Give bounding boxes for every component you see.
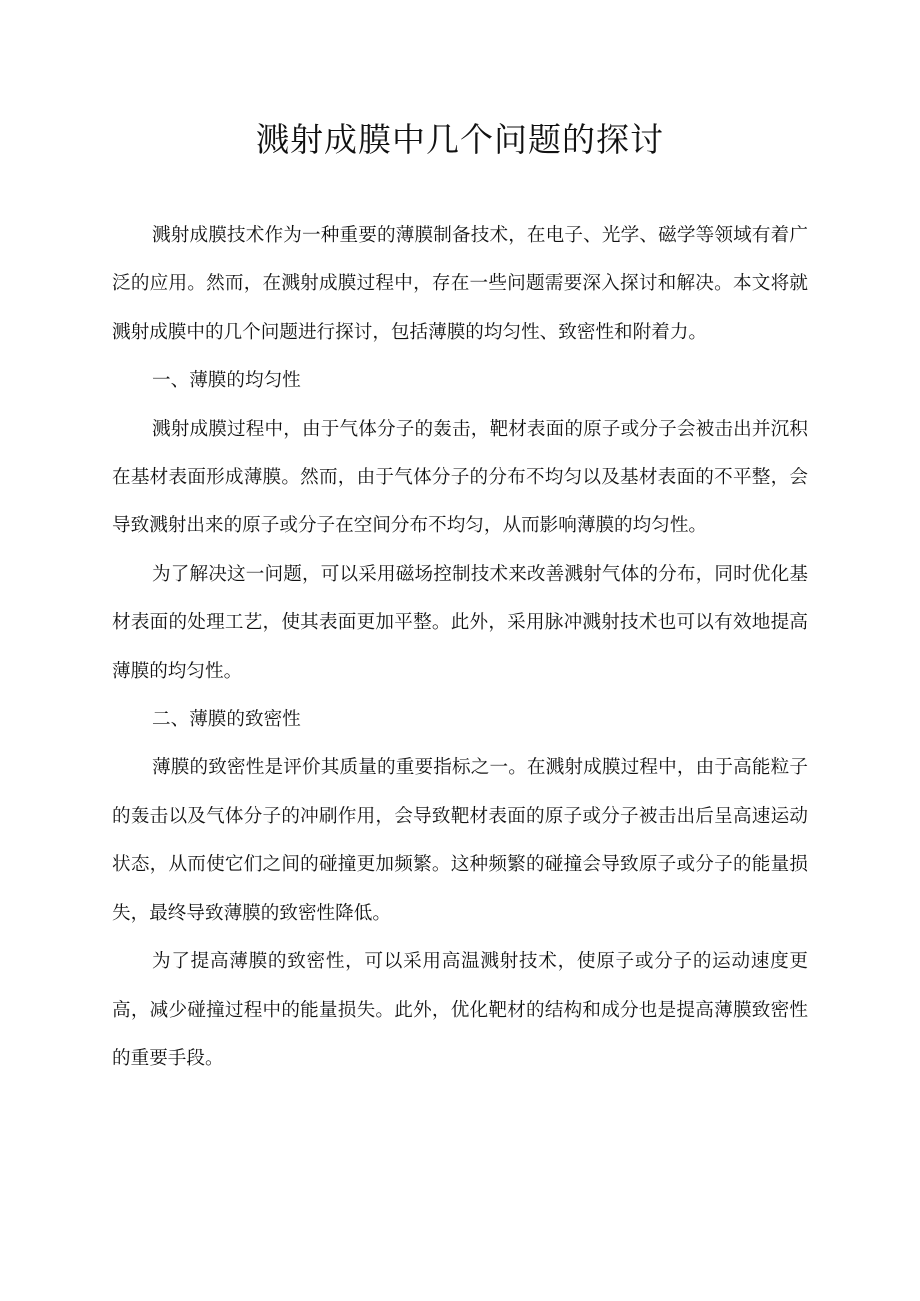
- document-body: [112, 212, 808, 1083]
- document-title: 溅射成膜中几个问题的探讨: [256, 120, 664, 159]
- density-paragraph-1: 薄膜的致密性是评价其质量的重要指标之一。在溅射成膜过程中，由于高能粒子的轰击以及气体分子的冲刷作用，会导致靶材表面的原子或分子被击出后呈高速运动状态，从而使它们之间的碰撞更加频繁。这种频繁的碰撞会导致原子或分子的能量损失，最终导致薄膜的致密性降低。: [112, 757, 808, 924]
- uniformity-paragraph-1: 溅射成膜过程中，由于气体分子的轰击，靶材表面的原子或分子会被击出并沉积在基材表面形成薄膜。然而，由于气体分子的分布不均匀以及基材表面的不平整，会导致溅射出来的原子或分子在空间分布不均匀，从而影响薄膜的均匀性。: [112, 418, 808, 537]
- density-paragraph-2: 为了提高薄膜的致密性，可以采用高温溅射技术，使原子或分子的运动速度更高，减少碰撞过程中的能量损失。此外，优化靶材的结构和成分也是提高薄膜致密性的重要手段。: [112, 951, 808, 1069]
- section-heading-density: 二、薄膜的致密性: [152, 709, 301, 731]
- intro-paragraph: 溅射成膜技术作为一种重要的薄膜制备技术，在电子、光学、磁学等领域有着广泛的应用。然而，在溅射成膜过程中，存在一些问题需要深入探讨和解决。本文将就溅射成膜中的几个问题进行探讨，包括薄膜的均匀性、致密性和附着力。: [112, 225, 808, 343]
- uniformity-paragraph-2: 为了解决这一问题，可以采用磁场控制技术来改善溅射气体的分布，同时优化基材表面的处理工艺，使其表面更加平整。此外，采用脉冲溅射技术也可以有效地提高薄膜的均匀性。: [112, 563, 808, 682]
- section-heading-uniformity: 一、薄膜的均匀性: [152, 370, 301, 392]
